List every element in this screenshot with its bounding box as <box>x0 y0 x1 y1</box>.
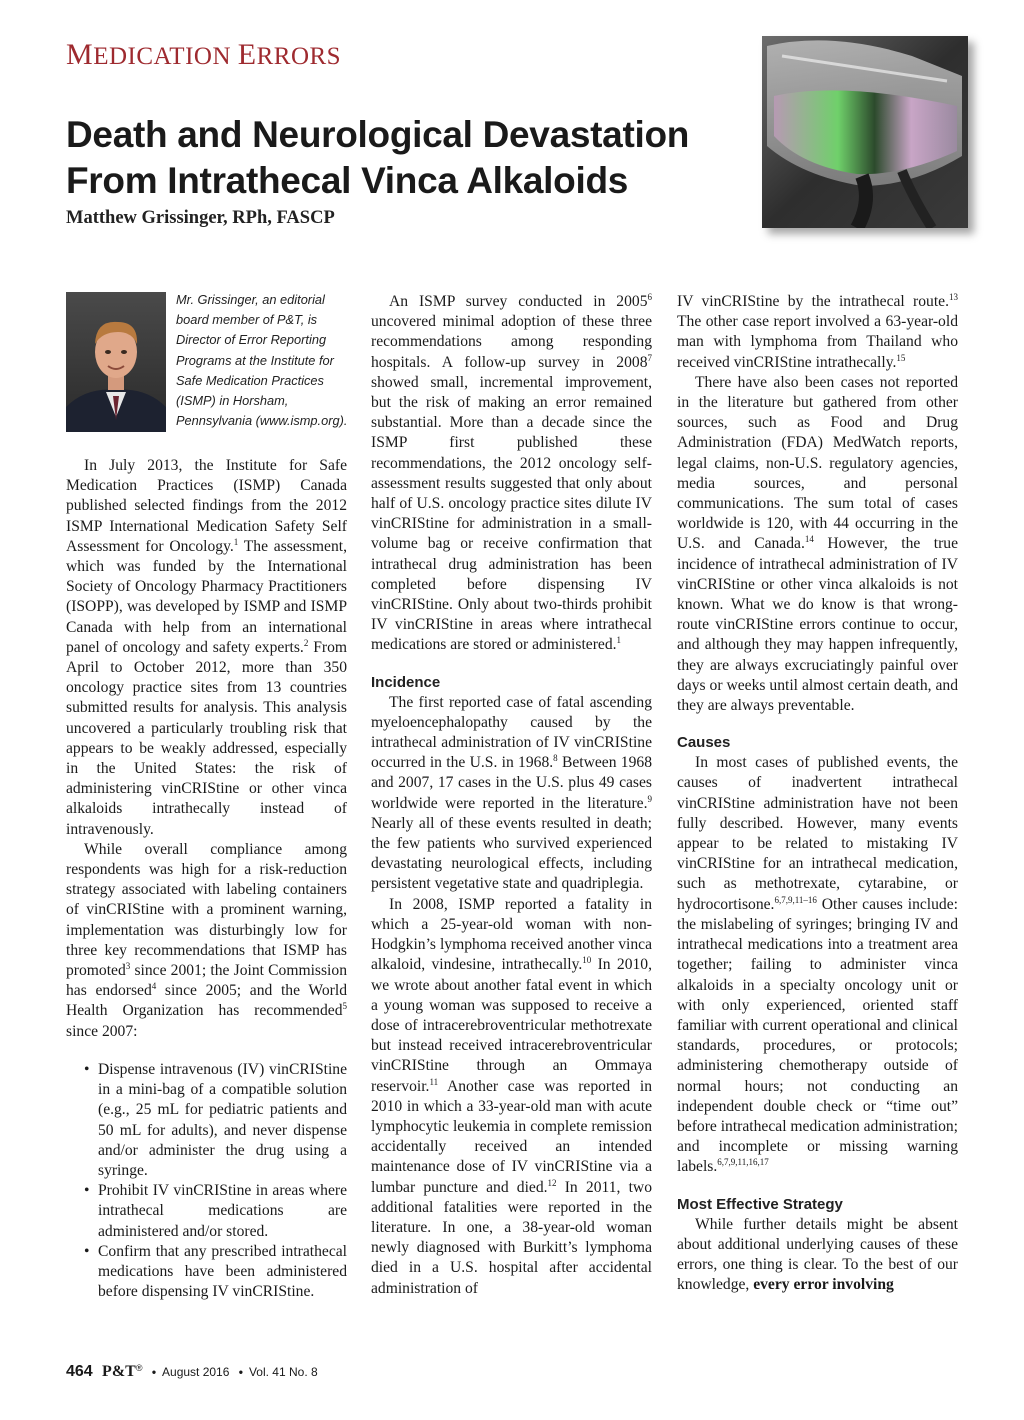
heading-most-effective-strategy: Most Effective Strategy <box>677 1195 843 1213</box>
list-item: • Prohibit IV vinCRIStine in areas where intrathecal medications are administered and/or stored. <box>66 1181 347 1242</box>
paragraph: In 2008, ISMP reported a fatality in which a 25-year-old woman with non-Hodgkin’s lymphoma received another vinca alkaloid, vindesine, intrathecally.$^{10}$ In 2010, we wrote about another fatal event in which a young woman was supposed to receive a dose of intracerebroventricular methotrexate but instead received intracerebroventricular vinCRIStine through an Ommaya reservoir.$^{11}$ Another case was reported in 2010 in which a 33-year-old man with acute lymphocytic leukemia in complete remission accidentally received an intended maintenance dose of IV vinCRIStine via a lumbar puncture and died.$^{12}$ In 2011, two additional fatalities were reported in the literature. In one, a 38-year-old woman newly diagnosed with Burkitt’s lymphoma died in a U.S. hospital after accidental administration of <box>371 895 652 1297</box>
paragraph: The first reported case of fatal ascending myeloencephalopathy caused by the intrathecal administration of IV vinCRIStine occurred in the U.S. in 1968.$^8$ Between 1968 and 2007, 17 cases in the U.S. plus 49 cases worldwide were reported in the literature.$^9$ Nearly all of these events resulted in death; the few patients who survived experienced devastating neurological effects, including persistent vegetative state and quadriplegia. <box>371 693 652 893</box>
article-title: Death and Neurological Devastation From Intrathecal Vinca Alkaloids <box>66 114 690 201</box>
paragraph: In most cases of published events, the causes of inadvertent intrathecal vinCRIStine administration have not been fully described. However, many events appear to be related to mistaking IV vinCRIStine for an intrathecal medication, such as methotrexate, cytarabine, or hydrocortisone.$^{6,7,9,11-16}$ Other causes include: the mislabeling of syringes; bringing IV and intrathecal medications into a treatment area together; failing to administer vinca alkaloids in a specialty oncology unit or with only experienced, oriented staff familiar with current operational and clinical standards, procedures, or protocols; administering chemotherapy outside of normal hours; not conducting an independent double check or “time out” before intrathecal medication administration; and incomplete or missing warning labels.$^{6,7,9,11,16,17}$ <box>677 754 959 1176</box>
paragraph: While further details might be absent about additional underlying causes of these errors, one thing is clear. To the best of our knowledge, every error involving <box>677 1215 958 1294</box>
list-item: • Confirm that any prescribed intrathecal medications have been administered before dispensing IV vinCRIStine. <box>66 1242 347 1303</box>
heading-incidence: Incidence <box>371 673 441 691</box>
column-2 <box>371 292 652 1299</box>
paragraph: There have also been cases not reported in the literature but gathered from other sources, such as Food and Drug Administration (FDA) MedWatch reports, legal claims, non-U.S. regulatory agencies, media sources, and personal communications. The sum total of cases worldwide is 120, with 44 occurring in the U.S. and Canada.$^{14}$ However, the true incidence of intrathecal administration of IV vinCRIStine or other vinca alkaloids is not known. What we do know is that wrong-route vinCRIStine errors continue to occur, and although they may happen infrequently, they are always excruciatingly painful over days or weeks until almost certain death, and they are always preventable. <box>677 373 958 715</box>
issue-date: August 2016 <box>162 1365 230 1379</box>
iv-bags-image <box>762 36 968 228</box>
paragraph: While overall compliance among respondents was high for a risk-reduction strategy associated with labeling containers of vinCRIStine with a prominent warning, implementation was disturbingly low for three key recommendations that ISMP has promoted$^3$ since 2001; the Joint Commission has endorsed$^4$ since 2005; and the World Health Organization has recommended$^5$ since 2007: <box>66 840 347 1040</box>
page-number: 464 <box>66 1363 93 1380</box>
author-bio: Mr. Grissinger, an editorial board member of P&T, is Director of Error Reporting Programs at the Institute for Safe Medication Practices (ISMP) in Horsham, Pennsylvania (www.ismp.org). <box>176 292 348 429</box>
author-byline: Matthew Grissinger, RPh, FASCP <box>66 208 335 228</box>
paragraph: IV vinCRIStine by the intrathecal route.$^{13}$ The other case report involved a 63-year-old man with lymphoma from Thailand who received vinCRIStine intrathecally.$^{15}$ <box>677 291 958 371</box>
heading-causes: Causes <box>677 734 731 752</box>
recommendation-list <box>66 1060 347 1302</box>
column-1 <box>66 456 347 1302</box>
column-3 <box>677 292 958 1295</box>
journal-name: P&T <box>102 1363 136 1380</box>
author-photo <box>66 292 166 432</box>
list-item: • Dispense intravenous (IV) vinCRIStine in a mini-bag of a compatible solution (e.g., 25 mL for pediatric patients and 50 mL for adults), and never dispense and/or administer the drug using a syringe. <box>66 1060 347 1181</box>
paragraph: An ISMP survey conducted in 2005$^6$ uncovered minimal adoption of these three recommendations among responding hospitals. A follow-up survey in 2008$^7$ showed small, incremental improvement, but the risk of making an error remained substantial. More than a decade since the ISMP first published these recommendations, the 2012 oncology self-assessment results suggested that only about half of U.S. oncology practice sites dilute IV vinCRIStine for administration in a small-volume bag or receive confirmation that intrathecal drug administration has been completed before dispensing IV vinCRIStine. Only about two-thirds prohibit IV vinCRIStine in areas where intrathecal medications are stored or administered.$^1$ <box>371 291 652 654</box>
volume: Vol. 41 No. 8 <box>248 1365 318 1379</box>
page-footer: 464 P&T® • August 2016 • Vol. 41 No. 8 <box>66 1363 318 1380</box>
paragraph: In July 2013, the Institute for Safe Medication Practices (ISMP) Canada published selected findings from the 2012 ISMP International Medication Safety Self Assessment for Oncology.$^1$ The assessment, which was funded by the International Society of Oncology Pharmacy Practitioners (ISOPP), was developed by ISMP and ISMP Canada with help from an international panel of oncology and safety experts.$^2$ From April to October 2012, more than 350 oncology practice sites from 13 countries submitted results for analysis. This analysis uncovered a particularly troubling risk that appears to be weakly addressed, especially in the United States: the risk of administering vinCRIStine or other vinca alkaloids intrathecally instead of intravenously. <box>66 457 347 838</box>
section-label: MEDICATION ERRORS <box>66 38 342 71</box>
